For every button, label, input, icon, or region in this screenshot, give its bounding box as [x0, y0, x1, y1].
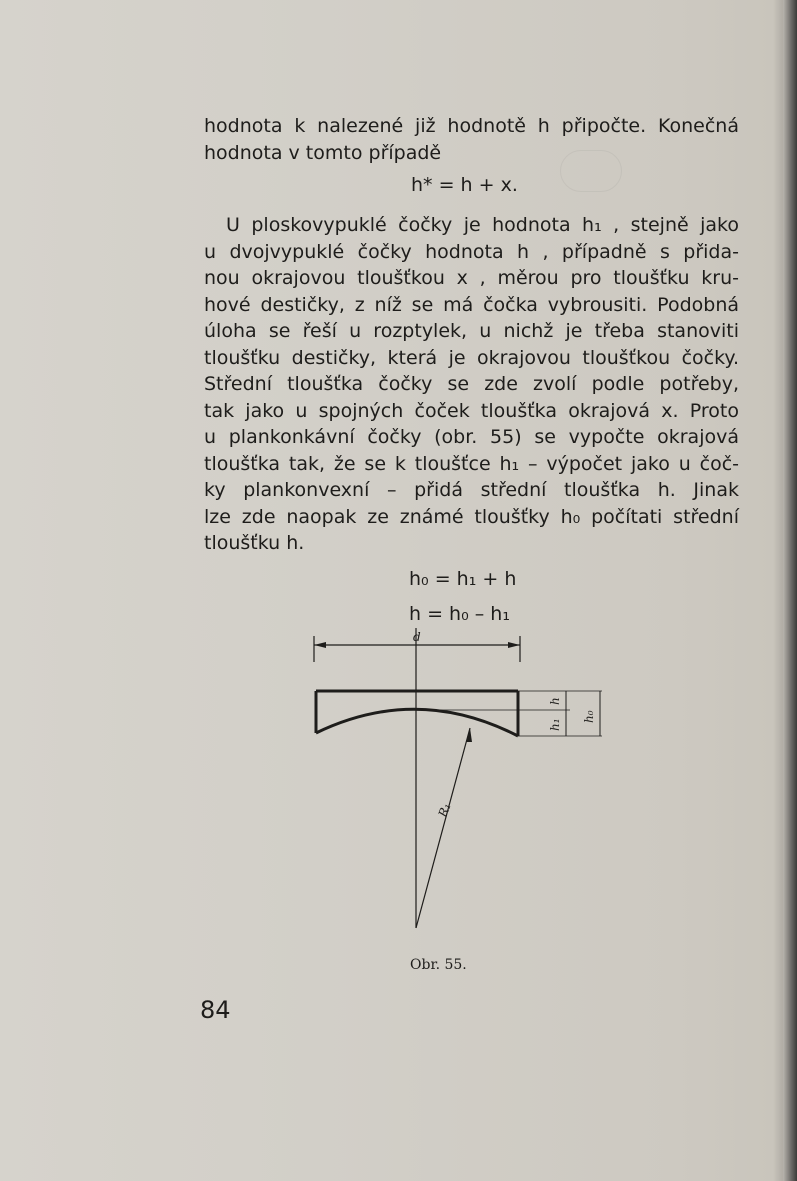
paragraph-1-line: hodnota v tomto případě — [204, 141, 442, 164]
paragraph-2-line: nou okrajovou tloušťkou x , měrou pro tloušťku kru- — [204, 267, 739, 289]
paragraph-2-line: u dvojvypuklé čočky hodnota h , případně s přida- — [204, 240, 739, 263]
paragraph-1-line: hodnota k nalezené již hodnotě h připočte. Konečná — [204, 115, 739, 137]
lens-concave-surface — [316, 709, 518, 736]
lens-diagram — [300, 628, 620, 958]
formula-h0: h₀ = h₁ + h — [409, 568, 517, 590]
page-number: 84 — [200, 996, 231, 1024]
paragraph-2-line: lze zde naopak ze známé tloušťky h₀ počítati střední — [204, 505, 739, 528]
d-arrow-left — [314, 642, 326, 648]
paragraph-2-line: tak jako u spojných čoček tloušťka okrajová x. Proto — [204, 399, 739, 422]
paragraph-2-line: hové destičky, z níž se má čočka vybrousiti. Podobná — [204, 293, 739, 316]
label-h1: h₁ — [548, 718, 562, 731]
paragraph-2-line: tloušťku h. — [204, 532, 305, 554]
page-edge-shadow — [783, 0, 797, 1181]
formula-h-star: h* = h + x. — [411, 174, 518, 196]
paragraph-2-line: u plankonkávní čočky (obr. 55) se vypočte okrajová — [204, 426, 739, 448]
paragraph-2-line: tloušťku destičky, která je okrajovou tloušťkou čočky. — [204, 346, 739, 369]
label-d: d — [413, 630, 421, 644]
paragraph-2-line: ky plankonvexní – přidá střední tloušťka h. Jinak — [204, 479, 739, 501]
paragraph-2 — [204, 212, 739, 557]
paragraph-2-line: Střední tloušťka čočky se zde zvolí podle potřeby, — [204, 373, 739, 395]
paragraph-2-line: tloušťka tak, že se k tloušťce h₁ – výpočet jako u čoč- — [204, 452, 739, 475]
figure-caption: Obr. 55. — [410, 957, 467, 973]
radius-line — [416, 728, 470, 928]
label-h0: h₀ — [582, 710, 596, 723]
paragraph-1 — [204, 113, 739, 166]
paragraph-2-line: úloha se řeší u rozptylek, u nichž je třeba stanoviti — [204, 320, 739, 342]
d-arrow-right — [508, 642, 520, 648]
paragraph-2-line: U ploskovypuklé čočky je hodnota h₁ , stejně jako — [226, 214, 739, 236]
label-r1: R₁ — [435, 801, 454, 820]
label-h: h — [548, 697, 562, 705]
formula-h: h = h₀ – h₁ — [409, 603, 510, 625]
